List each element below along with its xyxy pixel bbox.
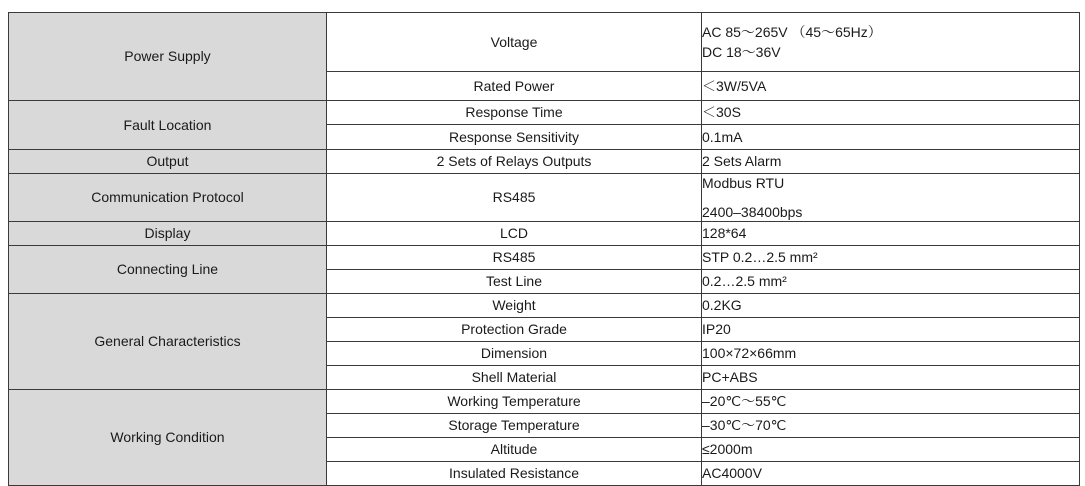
value-response-time: ＜30S xyxy=(702,101,1080,125)
param-dimension: Dimension xyxy=(327,342,702,366)
param-response-sensitivity: Response Sensitivity xyxy=(327,125,702,150)
value-protection-grade: IP20 xyxy=(702,318,1080,342)
value-response-sensitivity: 0.1mA xyxy=(702,125,1080,150)
param-altitude: Altitude xyxy=(327,438,702,462)
param-comm-rs485: RS485 xyxy=(327,174,702,222)
param-lcd: LCD xyxy=(327,222,702,246)
param-voltage: Voltage xyxy=(327,13,702,72)
category-power-supply: Power Supply xyxy=(9,13,327,101)
param-shell-material: Shell Material xyxy=(327,366,702,390)
value-altitude: ≤2000m xyxy=(702,438,1080,462)
param-storage-temperature: Storage Temperature xyxy=(327,414,702,438)
category-communication-protocol: Communication Protocol xyxy=(9,174,327,222)
category-fault-location: Fault Location xyxy=(9,101,327,150)
param-conn-rs485: RS485 xyxy=(327,246,702,270)
value-voltage-ac: AC 85～265V （45～65Hz） xyxy=(702,23,882,40)
value-test-line: 0.2…2.5 mm² xyxy=(702,270,1080,294)
table-row xyxy=(9,101,1080,125)
value-modbus: Modbus RTU xyxy=(702,175,785,192)
value-baud-rate: 2400–38400bps xyxy=(702,203,803,220)
value-voltage-dc: DC 18～36V xyxy=(702,44,781,60)
value-relays-outputs: 2 Sets Alarm xyxy=(702,150,1080,174)
category-output: Output xyxy=(9,150,327,174)
param-rated-power: Rated Power xyxy=(327,72,702,101)
value-shell-material: PC+ABS xyxy=(702,366,1080,390)
value-lcd: 128*64 xyxy=(702,222,1080,246)
param-relays-outputs: 2 Sets of Relays Outputs xyxy=(327,150,702,174)
param-working-temperature: Working Temperature xyxy=(327,390,702,414)
table-row xyxy=(9,13,1080,72)
value-comm-rs485 xyxy=(702,174,1080,222)
value-weight: 0.2KG xyxy=(702,294,1080,318)
param-test-line: Test Line xyxy=(327,270,702,294)
table-row xyxy=(9,222,1080,246)
param-response-time: Response Time xyxy=(327,101,702,125)
value-dimension: 100×72×66mm xyxy=(702,342,1080,366)
value-voltage xyxy=(702,13,1080,72)
specifications-table xyxy=(8,12,1080,486)
value-working-temperature: –20℃～55℃ xyxy=(702,390,1080,414)
value-insulated-resistance: AC4000V xyxy=(702,462,1080,486)
table-row xyxy=(9,150,1080,174)
table-row xyxy=(9,246,1080,270)
category-working-condition: Working Condition xyxy=(9,390,327,486)
value-storage-temperature: –30℃～70℃ xyxy=(702,414,1080,438)
value-conn-rs485: STP 0.2…2.5 mm² xyxy=(702,246,1080,270)
value-rated-power: ＜3W/5VA xyxy=(702,72,1080,101)
category-display: Display xyxy=(9,222,327,246)
table-row xyxy=(9,390,1080,414)
table-row xyxy=(9,294,1080,318)
param-weight: Weight xyxy=(327,294,702,318)
category-connecting-line: Connecting Line xyxy=(9,246,327,294)
category-general-characteristics: General Characteristics xyxy=(9,294,327,390)
param-insulated-resistance: Insulated Resistance xyxy=(327,462,702,486)
param-protection-grade: Protection Grade xyxy=(327,318,702,342)
table-row xyxy=(9,174,1080,222)
